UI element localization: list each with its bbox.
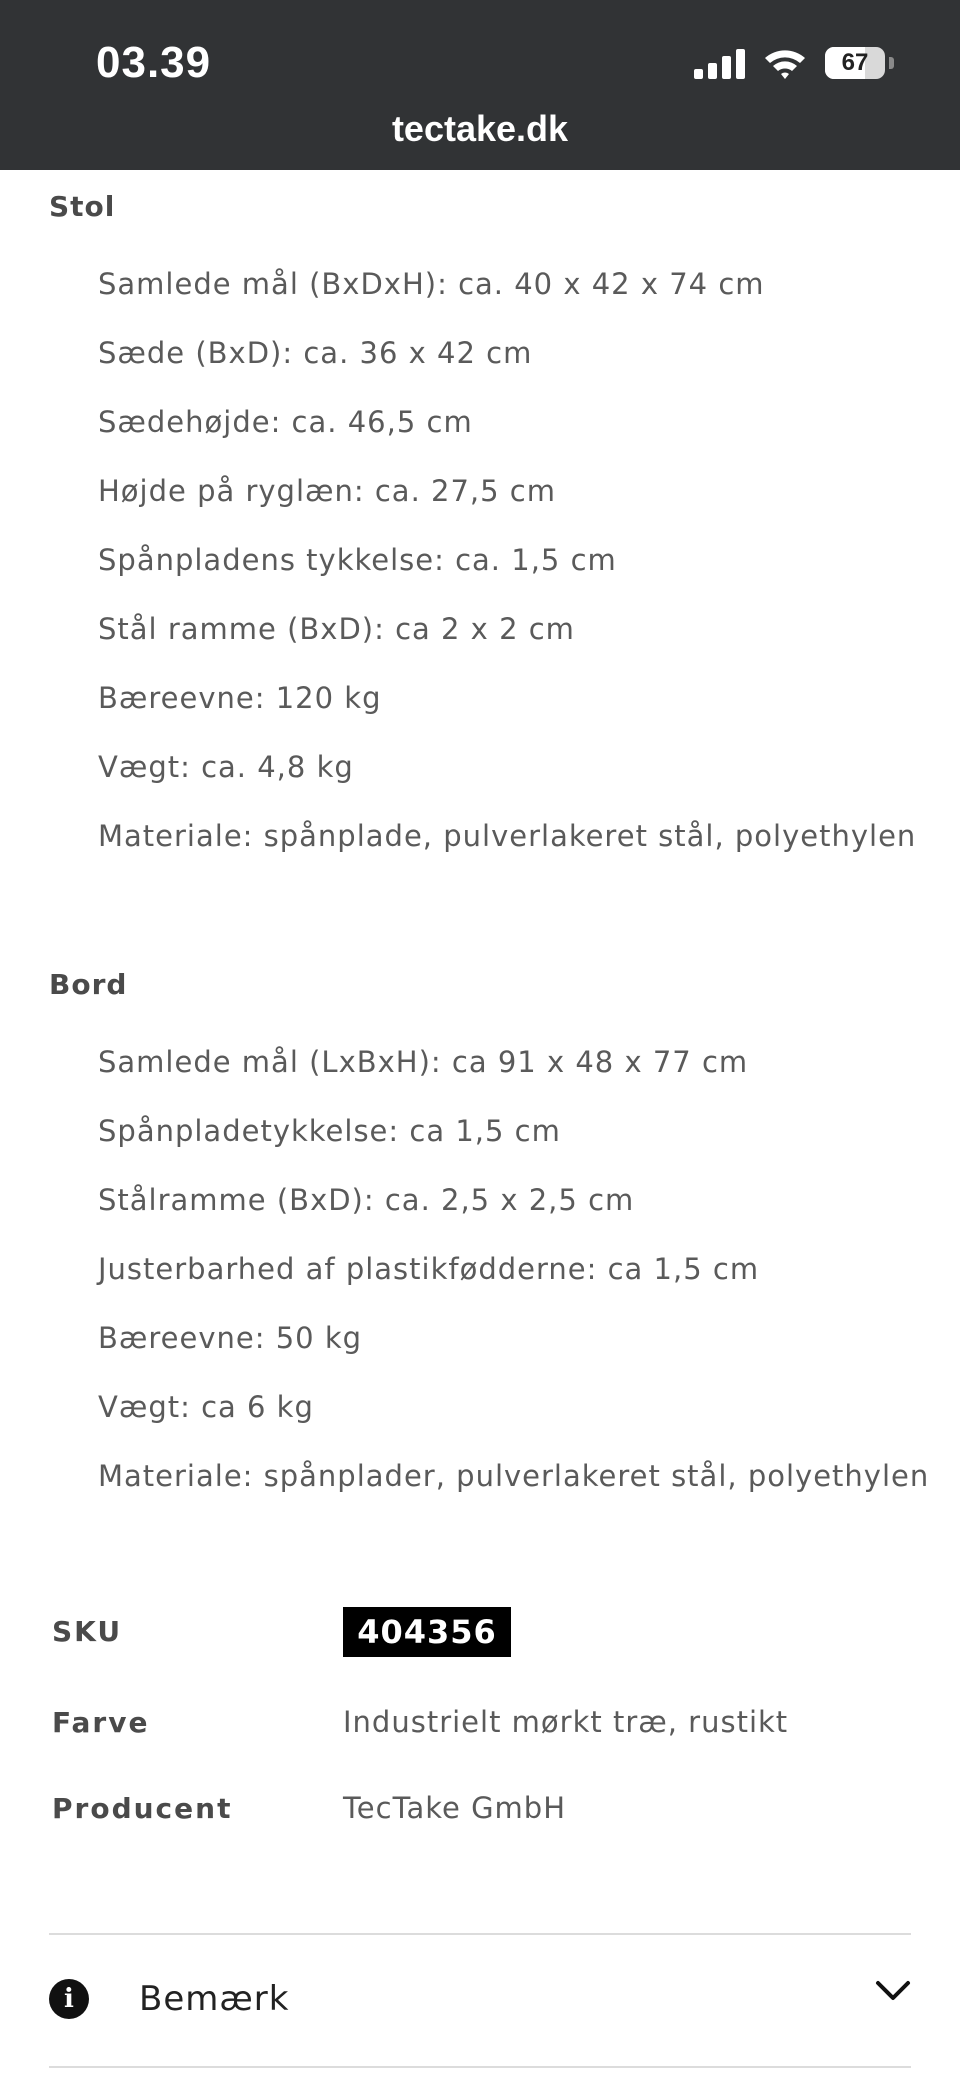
status-time: 03.39 [96, 38, 212, 87]
spec-line: Spånpladens tykkelse: ca. 1,5 cm [98, 543, 617, 577]
spec-line: Justerbarhed af plastikfødderne: ca 1,5 cm [98, 1252, 760, 1286]
spec-line: Spånpladetykkelse: ca 1,5 cm [98, 1114, 561, 1148]
spec-line: Samlede mål (BxDxH): ca. 40 x 42 x 74 cm [98, 267, 765, 301]
spec-line: Højde på ryglæn: ca. 27,5 cm [98, 474, 557, 508]
spec-line: Bæreevne: 50 kg [98, 1321, 363, 1355]
spec-line: Samlede mål (LxBxH): ca 91 x 48 x 77 cm [98, 1045, 749, 1079]
spec-line: Sædehøjde: ca. 46,5 cm [98, 405, 473, 439]
spec-line: Stålramme (BxD): ca. 2,5 x 2,5 cm [98, 1183, 635, 1217]
sku-label: SKU [52, 1615, 123, 1648]
accordion-label: Bemærk [139, 1979, 290, 2019]
cellular-signal-icon [694, 47, 745, 79]
divider [49, 2066, 911, 2068]
wifi-icon [763, 46, 807, 80]
sku-value: 404356 [343, 1607, 511, 1657]
battery-nub [889, 57, 894, 69]
section-title-bord: Bord [49, 968, 128, 1001]
color-value: Industrielt mørkt træ, rustikt [343, 1705, 789, 1739]
spec-line: Vægt: ca 6 kg [98, 1390, 314, 1424]
spec-line: Sæde (BxD): ca. 36 x 42 cm [98, 336, 533, 370]
address-bar-url[interactable]: tectake.dk [391, 108, 569, 149]
spec-line: Vægt: ca. 4,8 kg [98, 750, 354, 784]
chevron-down-icon [875, 1979, 911, 2003]
spec-line: Stål ramme (BxD): ca 2 x 2 cm [98, 612, 575, 646]
spec-line: Materiale: spånplade, pulverlakeret stål, polyethylen [98, 819, 917, 853]
battery-icon [825, 47, 885, 79]
spec-line: Bæreevne: 120 kg [98, 681, 382, 715]
info-icon: i [49, 1979, 89, 2019]
spec-line: Materiale: spånplader, pulverlakeret stål, polyethylen [98, 1459, 930, 1493]
manufacturer-value: TecTake GmbH [343, 1791, 567, 1825]
battery-level: 67 [841, 49, 869, 76]
manufacturer-label: Producent [52, 1792, 233, 1825]
accordion-bemaerk[interactable] [49, 1935, 911, 2063]
color-label: Farve [52, 1706, 150, 1739]
status-bar [0, 0, 960, 170]
status-icons [694, 46, 894, 80]
section-title-stol: Stol [49, 190, 116, 223]
